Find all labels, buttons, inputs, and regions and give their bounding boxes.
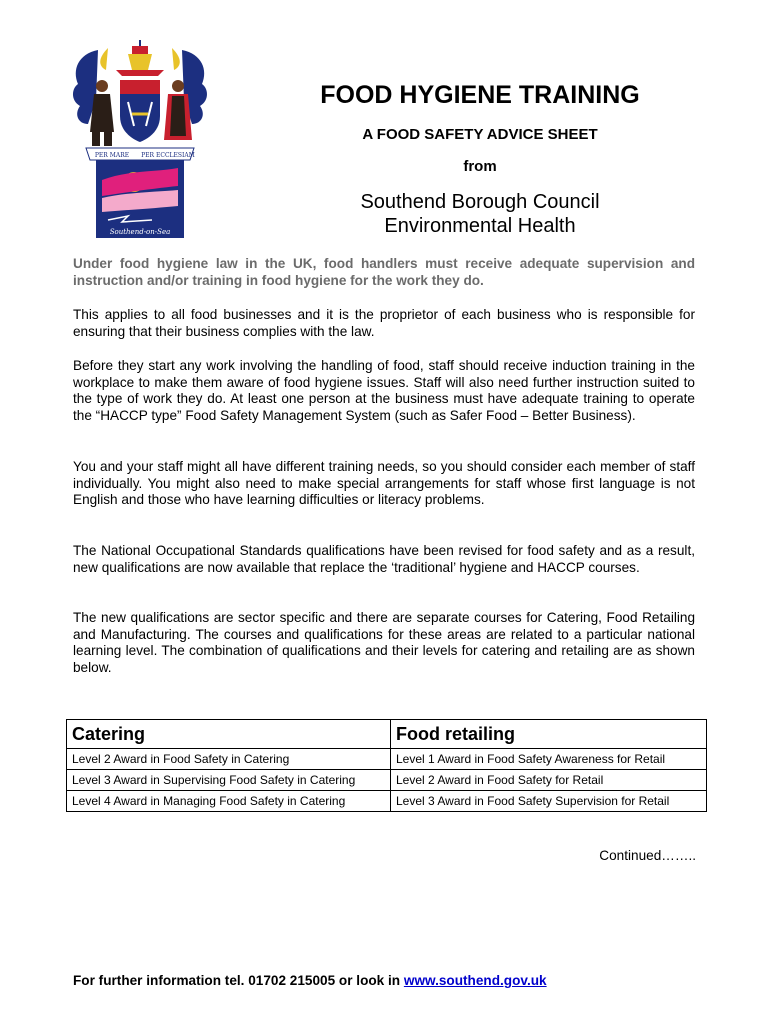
southend-council-crest-logo (68, 40, 212, 242)
body-paragraph: This applies to all food businesses and it is the proprietor of each business who is responsible for ensuring that their business complies with the law. (73, 307, 695, 339)
footer-text: For further information tel. 01702 215005 or look in (73, 973, 404, 988)
svg-text:Southend-on-Sea: Southend-on-Sea (109, 228, 171, 236)
from-label: from (463, 158, 497, 175)
table-cell: Level 1 Award in Food Safety Awareness for Retail (391, 749, 707, 770)
crest-shield (120, 80, 160, 142)
column-header-catering: Catering (67, 720, 391, 749)
table-cell: Level 4 Award in Managing Food Safety in Catering (67, 791, 391, 812)
table-row (67, 749, 707, 770)
table-cell: Level 3 Award in Food Safety Supervision for Retail (391, 791, 707, 812)
council-name-line1: Southend Borough Council (360, 191, 600, 213)
footer-contact (73, 973, 713, 988)
table-cell: Level 2 Award in Food Safety for Retail (391, 770, 707, 791)
table-header-row (67, 720, 707, 749)
column-header-food-retailing: Food retailing (391, 720, 707, 749)
council-name-line2: Environmental Health (384, 215, 576, 237)
document-title: FOOD HYGIENE TRAINING (320, 81, 640, 109)
body-paragraph: Before they start any work involving the handling of food, staff should receive induction training in the workplace to make them aware of food hygiene issues. Staff will also need further instruction suited to the type of work they do. At least one person at the business must have adequate training to operate the “HACCP type” Food Safety Management System (such as Safer Food – Better Business). (73, 358, 695, 423)
southend-brand-logo (96, 160, 184, 238)
body-paragraph: The National Occupational Standards qualifications have been revised for food safety and as a result, new qualifications are now available that replace the ‘traditional’ hygiene and HACCP courses. (73, 543, 695, 575)
table-cell: Level 3 Award in Supervising Food Safety in Catering (67, 770, 391, 791)
crest-motto-ribbon (86, 148, 195, 160)
table-row (67, 791, 707, 812)
table-row (67, 770, 707, 791)
document-subtitle: A FOOD SAFETY ADVICE SHEET (362, 126, 598, 143)
table-cell: Level 2 Award in Food Safety in Catering (67, 749, 391, 770)
svg-text:PER ECCLESIAM: PER ECCLESIAM (141, 152, 195, 159)
svg-text:PER MARE: PER MARE (94, 152, 130, 159)
body-paragraph: You and your staff might all have different training needs, so you should consider each member of staff individually. You might also need to make special arrangements for staff whose first language is not English and those who have learning difficulties or literacy problems. (73, 459, 695, 507)
website-link[interactable]: www.southend.gov.uk (403, 973, 547, 988)
intro-paragraph: Under food hygiene law in the UK, food handlers must receive adequate supervision and instruction and/or training in food hygiene for the work they do. (73, 256, 695, 288)
council-name (250, 190, 710, 238)
crest-top (116, 40, 164, 76)
body-paragraph: The new qualifications are sector specific and there are separate courses for Catering, Food Retailing and Manufacturing. The courses and qualifications for these areas are related to a particular national learning level. The combination of qualifications and their levels for catering and retailing are as shown below. (73, 610, 695, 675)
qualifications-table (66, 719, 707, 812)
continued-label: Continued…….. (599, 848, 696, 863)
document-header (250, 78, 710, 238)
